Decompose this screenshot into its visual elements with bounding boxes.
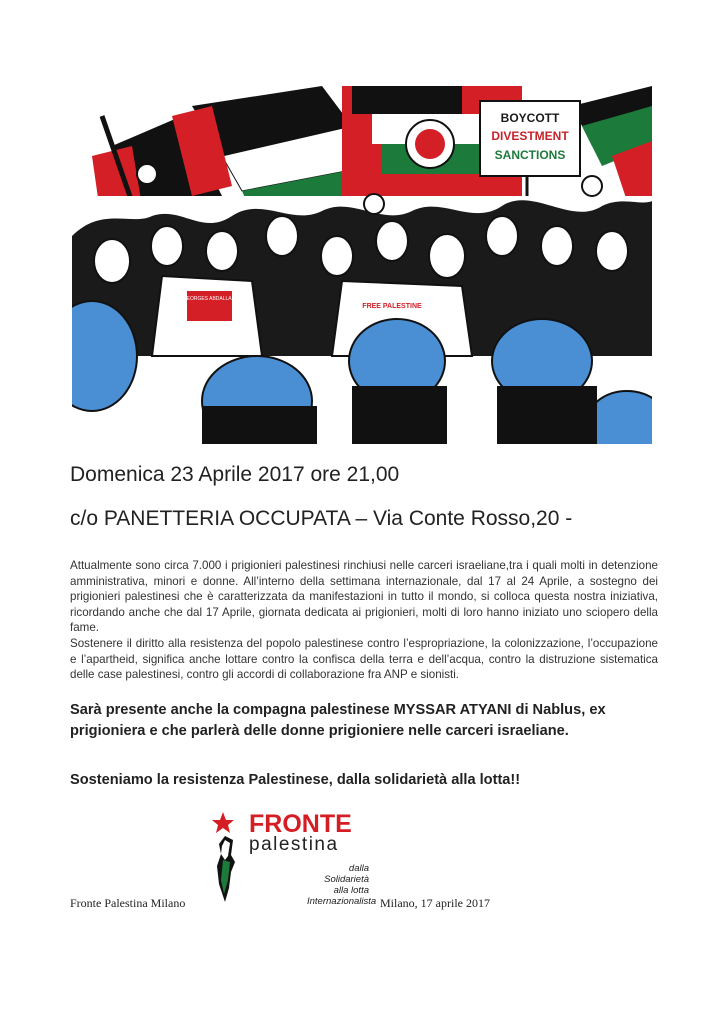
logo-title: FRONTE: [249, 810, 352, 838]
logo-tagline: dalla Solidarietà alla lotta Internazionalista: [307, 863, 377, 907]
shirt-label-1: GEORGES ABDALLAH: [182, 296, 236, 302]
sign-line-2: DIVESTMENT: [491, 129, 569, 143]
event-venue-heading: c/o PANETTERIA OCCUPATA – Via Conte Rosso,20 -: [70, 507, 573, 530]
footer-place-date: Milano, 17 aprile 2017: [380, 896, 490, 910]
shirt-label-2: FREE PALESTINE: [362, 303, 422, 310]
paragraph-2: Sostenere il diritto alla resistenza del popolo palestinese contro l’espropriazione, la colonizzazione, l’occupazione e l’apartheid, significa anche lottare contro la confisca della terra e dell’acqua, contro la distruzione sistematica delle case palestinesi, contro gli accordi di collaborazione fra ANP e sionisti.: [70, 636, 658, 682]
paragraph-1: Attualmente sono circa 7.000 i prigionieri palestinesi rinchiusi nelle carceri israeliane,tra i quali molti in detenzione amministrativa, minori e donne. All’interno della settimana internazionale, dal 17 al 24 Aprile, a sostegno dei prigionieri palestinesi che è caratterizzata da manifestazioni in tutto il mondo, si colloca questa nostra iniziativa, ricordando anche che dal 17 Aprile, giornata dedicata ai prigionieri, molti di loro hanno iniziato uno sciopero della fame.: [70, 559, 658, 635]
body-text: [70, 558, 658, 683]
sign-line-3: SANCTIONS: [494, 148, 566, 162]
sign-line-1: BOYCOTT: [500, 111, 560, 125]
palestine-map-icon: [203, 810, 249, 906]
event-date-heading: Domenica 23 Aprile 2017 ore 21,00: [70, 463, 400, 486]
logo-subtitle: palestina: [249, 834, 339, 855]
guest-statement: Sarà presente anche la compagna palestinese MYSSAR ATYANI di Nablus, ex prigioniera e che parlerà delle donne prigioniere nelle carceri israeliane.: [70, 702, 606, 739]
protest-crowd-drawing: [72, 86, 652, 444]
fronte-palestina-logo: [203, 810, 377, 907]
footer-organization: Fronte Palestina Milano: [70, 896, 186, 910]
slogan: Sosteniamo la resistenza Palestinese, dalla solidarietà alla lotta!!: [70, 772, 521, 788]
poster-illustration: [72, 86, 652, 444]
